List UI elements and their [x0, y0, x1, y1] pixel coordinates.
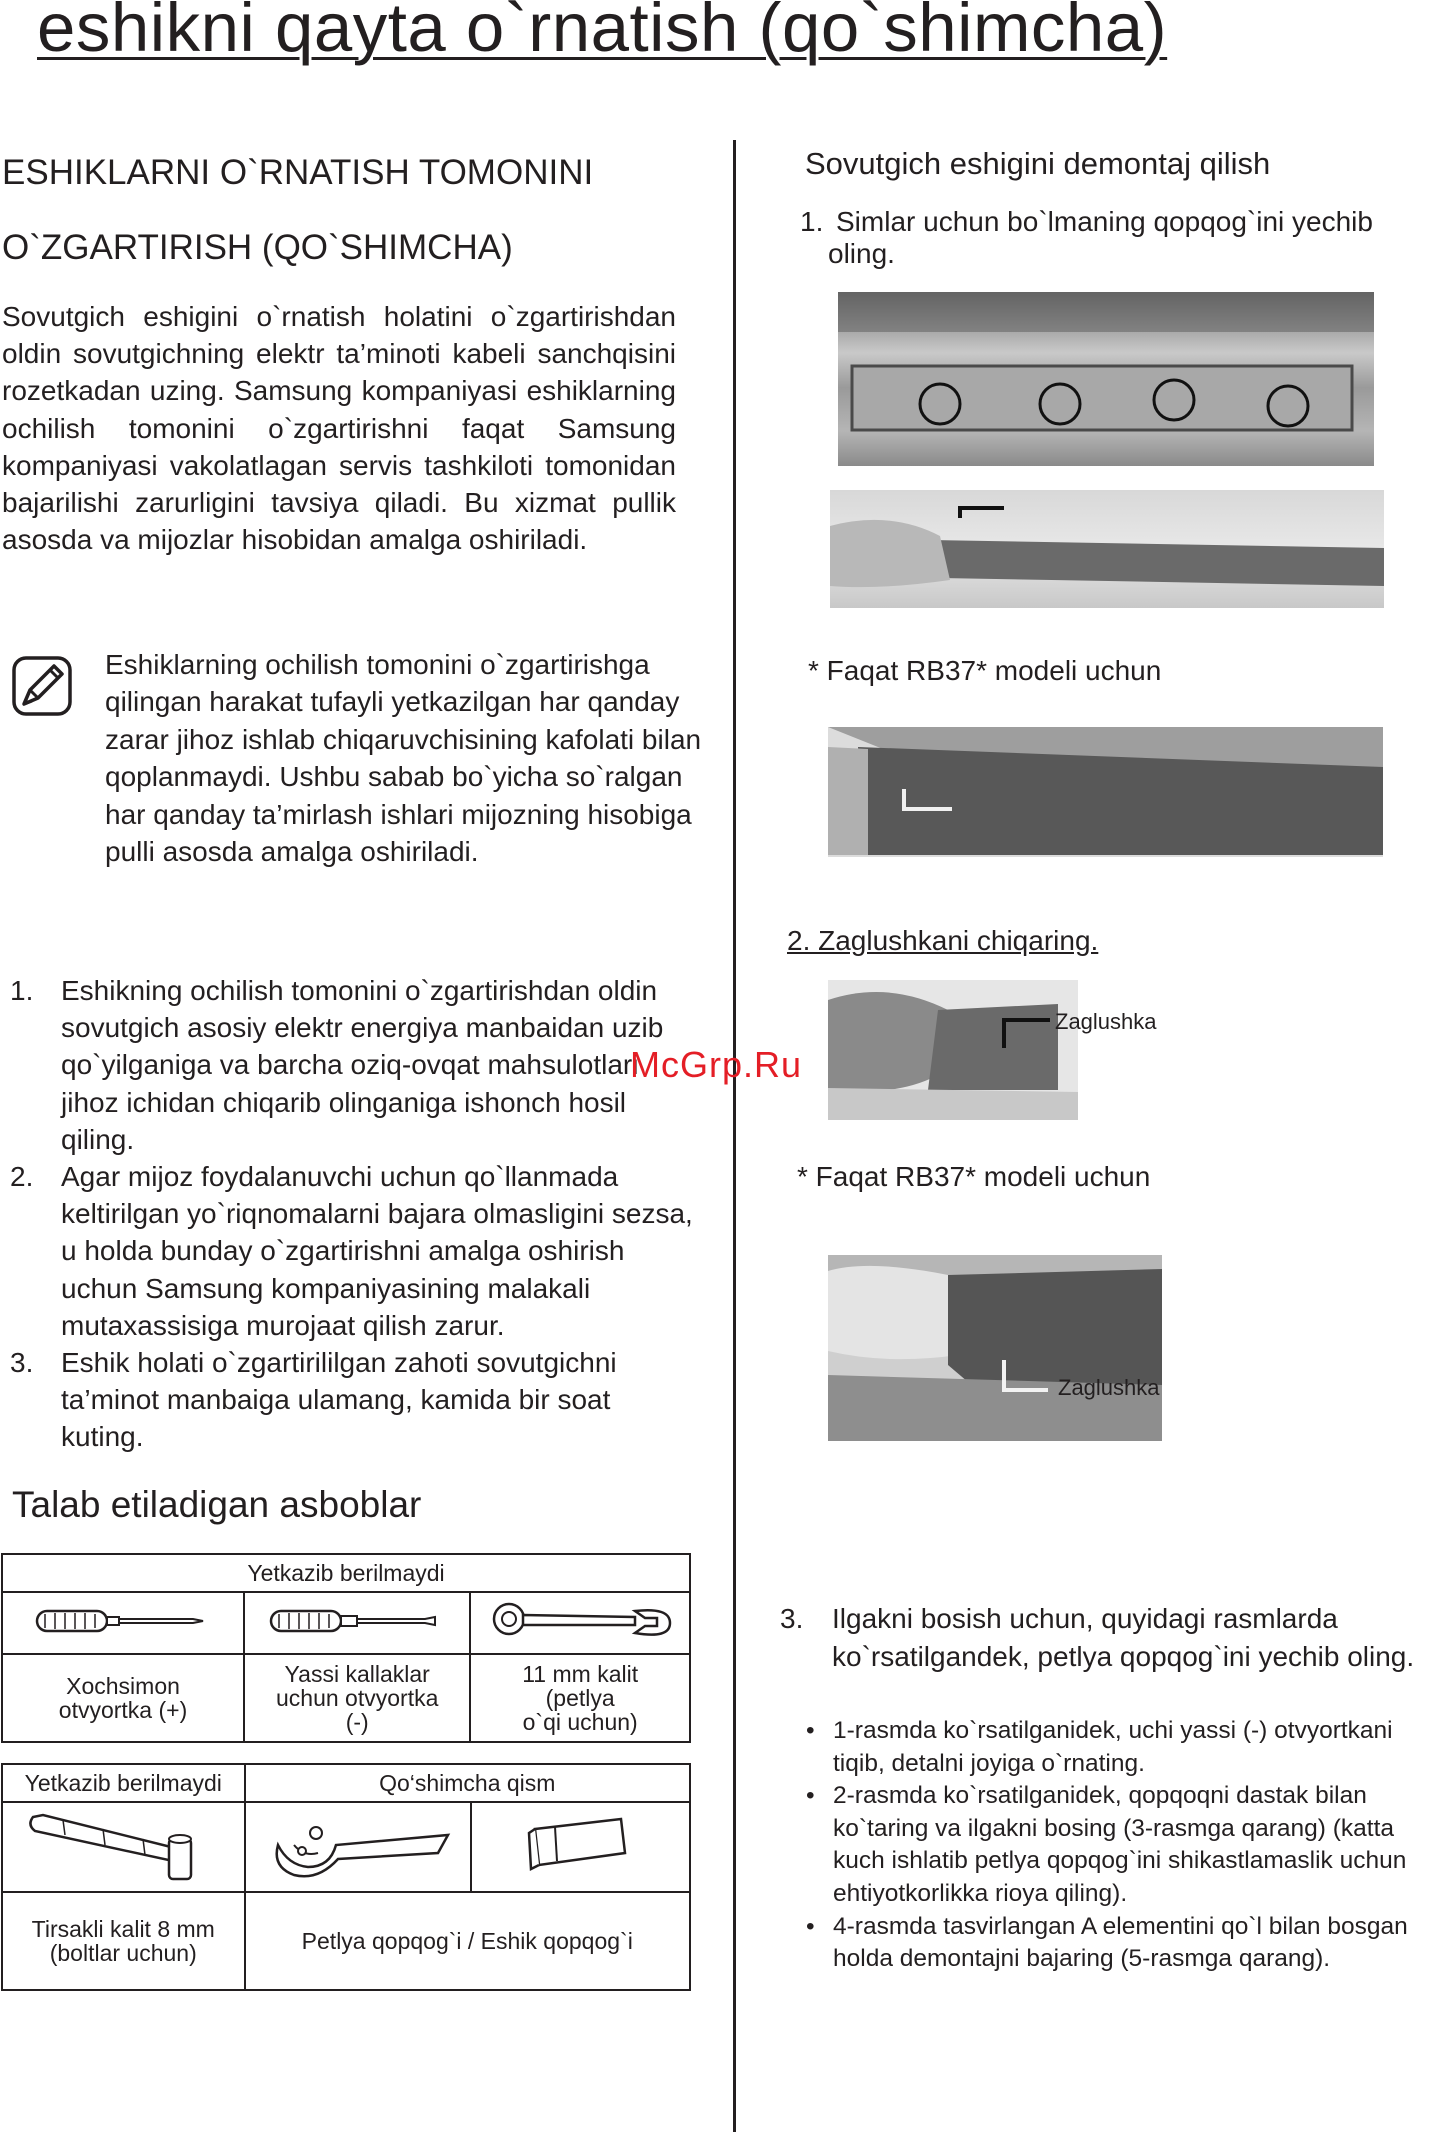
rb37-note-1: * Faqat RB37* modeli uchun: [808, 655, 1162, 686]
door-cover-icon: [471, 1802, 690, 1892]
part-label: Petlya qopqog`i / Eshik qopqog`i: [245, 1892, 690, 1990]
section-heading-line1: ESHIKLARNI O`RNATISH TOMONINI: [2, 153, 594, 192]
step-text: Agar mijoz foydalanuvchi uchun qo`llanmada keltirilgan yo`riqnomalarni bajara olmasligini sezsa, u holda bunday o`zgartirishni amalga oshirish uchun Samsung kompaniyasining malakali mutaxassisiga murojaat qilish zarur.: [61, 1161, 693, 1341]
page-title: eshikni qayta o`rnatish (qo`shimcha): [37, 0, 1168, 66]
list-item: • 2-rasmda ko`rsatilganidek, qopqoqni dastak bilan ko`taring va ilgakni bosing (3-rasmga qarang) (katta kuch ishlatib petlya qopqog`ini shikastlamaslik uchun ehtiyotkorlikka rioya qiling).: [780, 1780, 1440, 1910]
table-header: Yetkazib berilmaydi: [2, 1764, 245, 1802]
watermark: McGrp.Ru: [630, 1044, 803, 1085]
table-header: Qo‘shimcha qism: [245, 1764, 690, 1802]
tools-title: Talab etiladigan asboblar: [12, 1484, 422, 1525]
step-number: 1.: [10, 975, 34, 1006]
list-item: • 4-rasmda tasvirlangan A elementini qo`l bilan bosgan holda demontajni bajaring (5-rasmga qarang).: [780, 1911, 1440, 1976]
rb37-note-2: * Faqat RB37* modeli uchun: [797, 1161, 1151, 1192]
photo-cover-removal: [830, 490, 1384, 608]
step-number: 2.: [10, 1161, 34, 1193]
table-header: Yetkazib berilmaydi: [2, 1554, 690, 1592]
phillips-screwdriver-icon: [2, 1592, 244, 1654]
list-item: [10, 1344, 700, 1456]
section-heading-line2: O`ZGARTIRISH (QO`SHIMCHA): [2, 228, 513, 267]
tools-table-not-supplied: [1, 1553, 691, 1743]
step-text: Eshikning ochilish tomonini o`zgartirishdan oldin sovutgich asosiy elektr energiya manbaidan uzib qo`yilganiga va barcha oziq-ovqat mahsulotlari jihoz ichidan chiqarib olinganiga ishonch hosil qiling.: [61, 975, 664, 1155]
step3: [780, 1600, 1440, 1675]
socket-wrench-icon: [2, 1802, 245, 1892]
tool-label: Yassi kallaklar uchun otvyortka (-): [244, 1654, 470, 1742]
photo-rb37-plug: [828, 1255, 1162, 1441]
column-divider: [733, 140, 736, 2132]
wrench-icon: [470, 1592, 690, 1654]
tool-label: 11 mm kalit (petlya o`qi uchun): [470, 1654, 690, 1742]
step1-number: 1.: [800, 206, 824, 237]
callout-zaglushka-2: Zaglushka: [1058, 1375, 1160, 1400]
tool-label: Xochsimon otvyortka (+): [2, 1654, 244, 1742]
warranty-note: Eshiklarning ochilish tomonini o`zgartirishga qilingan harakat tufayli yetkazilgan har qanday zarar jihoz ishlab chiqaruvchisining kafolati bilan qoplanmaydi. Ushbu sabab bo`yicha so`ralgan har qanday ta’mirlash ishlari mijozning hisobiga pulli asosda amalga oshiriladi.: [105, 649, 702, 868]
tools-table-parts: [1, 1763, 691, 1991]
photo-plug-removal: [828, 980, 1078, 1120]
list-item: [10, 1158, 700, 1344]
note-pencil-icon: [10, 654, 74, 718]
list-item: • 1-rasmda ko`rsatilganidek, uchi yassi (-) otvyortkani tiqib, detalni joyiga o`rnating.: [780, 1715, 1440, 1780]
step3-number: 3.: [780, 1603, 804, 1634]
photo-rb37-cover: [828, 727, 1383, 857]
step1-text-line2: oling.: [828, 238, 895, 269]
tool-label: Tirsakli kalit 8 mm (boltlar uchun): [2, 1892, 245, 1990]
intro-paragraph: Sovutgich eshigini o`rnatish holatini o`zgartirishdan oldin sovutgichning elektr ta’minoti kabeli sanchqisini rozetkadan uzing. Samsung kompaniyasi eshiklarning ochilish tomonini o`zgartirishni faqat Samsung kompaniyasi vakolatlagan servis tashkiloti tomonidan bajarilishi zarurligini tavsiya qiladi. Bu xizmat pullik asosda va mijozlar hisobidan amalga oshiriladi.: [2, 301, 676, 556]
step-text: Eshik holati o`zgartirililgan zahoti sovutgichni ta’minot manbaiga ulamang, kamida bir soat kuting.: [61, 1347, 617, 1453]
callout-zaglushka-1: Zaglushka: [1055, 1009, 1157, 1034]
hinge-cover-icon: [245, 1802, 472, 1892]
list-item: [10, 972, 700, 1158]
step2-text: 2. Zaglushkani chiqaring.: [787, 925, 1099, 956]
step-number: 3.: [10, 1347, 34, 1379]
disassembly-heading: Sovutgich eshigini demontaj qilish: [805, 146, 1271, 181]
step1-text-line1: Simlar uchun bo`lmaning qopqog`ini yechib: [836, 206, 1373, 237]
flat-screwdriver-icon: [244, 1592, 470, 1654]
step3-bullets: [780, 1715, 1440, 1976]
photo-fridge-top: [838, 292, 1374, 466]
step3-text: Ilgakni bosish uchun, quyidagi rasmlarda ko`rsatilgandek, petlya qopqog`ini yechib oling.: [832, 1603, 1415, 1672]
preparation-steps: [10, 972, 700, 1456]
